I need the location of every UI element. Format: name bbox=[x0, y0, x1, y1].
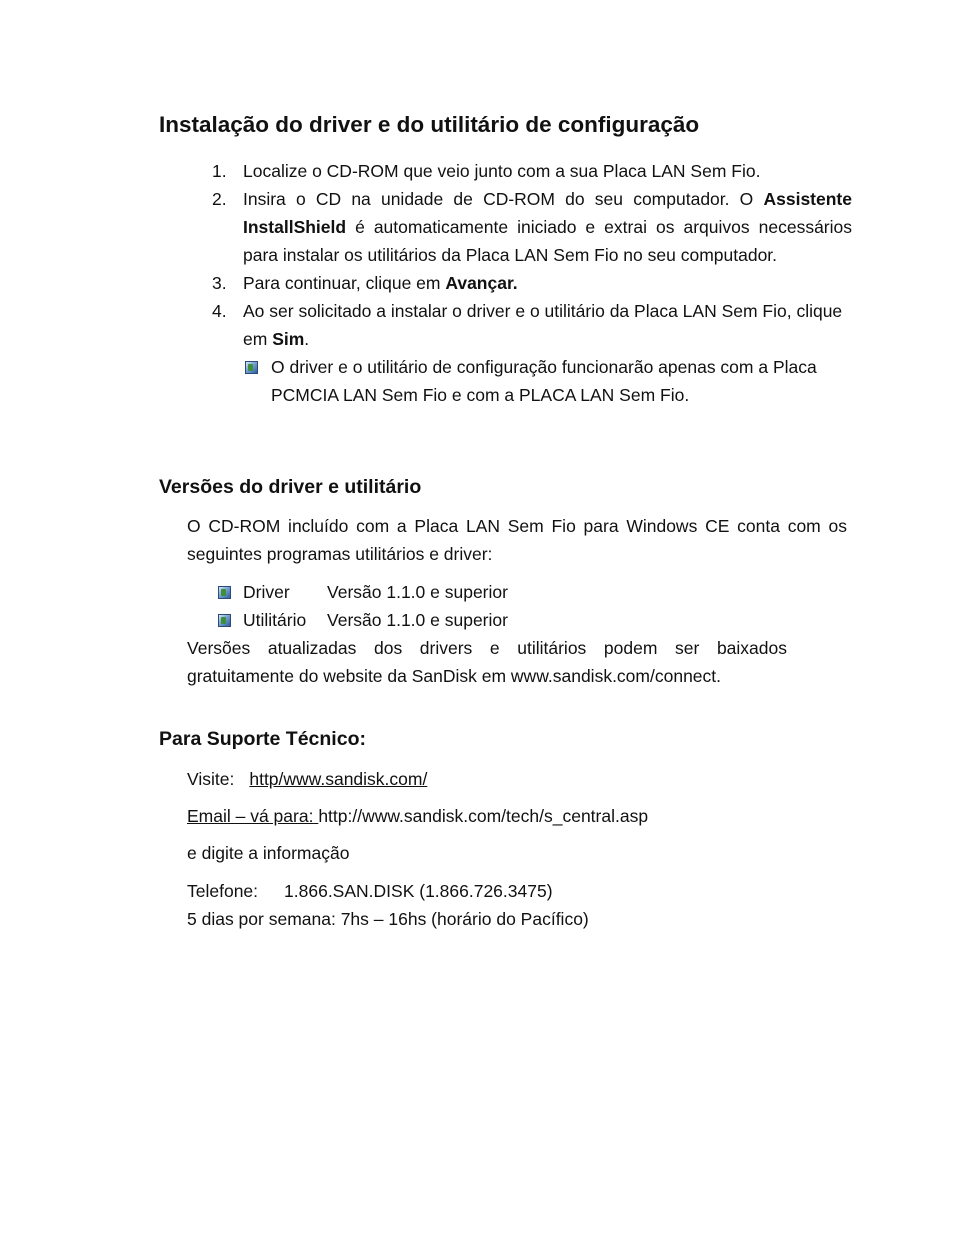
section-title-versions: Versões do driver e utilitário bbox=[159, 476, 422, 498]
phone-row bbox=[187, 877, 553, 905]
version-label: Driver bbox=[243, 582, 290, 602]
phone-value: 1.866.SAN.DISK (1.866.726.3475) bbox=[284, 881, 553, 901]
version-value: Versão 1.1.0 e superior bbox=[327, 582, 508, 602]
step-text: é automaticamente iniciado e extrai os arquivos necessários para instalar os utilitários da Placa LAN Sem Fio no seu computador. bbox=[243, 217, 852, 265]
section-title-installation: Instalação do driver e do utilitário de configuração bbox=[159, 112, 700, 137]
step-text: Localize o CD-ROM que veio junto com a sua Placa LAN Sem Fio. bbox=[243, 161, 761, 181]
installation-steps-list bbox=[212, 157, 852, 409]
version-label: Utilitário bbox=[243, 610, 307, 630]
versions-intro: O CD-ROM incluído com a Placa LAN Sem Fio para Windows CE conta com os seguintes programas utilitários e driver: bbox=[187, 516, 847, 564]
bullet-icon bbox=[218, 614, 231, 627]
list-item bbox=[212, 297, 852, 353]
step-bold-text: Sim bbox=[272, 329, 305, 349]
list-item bbox=[212, 269, 852, 297]
bullet-icon bbox=[218, 586, 231, 599]
support-email-url[interactable]: http://www.sandisk.com/tech/s_central.asp bbox=[318, 806, 649, 826]
email-label: Email – vá para: bbox=[187, 806, 314, 826]
step-number: 2. bbox=[212, 189, 227, 209]
versions-outro: Versões atualizadas dos drivers e utilitários podem ser baixados gratuitamente do website da SanDisk em www.sandisk.com/connect. bbox=[187, 638, 787, 686]
note-item bbox=[243, 353, 852, 409]
phone-label: Telefone: bbox=[187, 881, 259, 901]
visit-label: Visite: bbox=[187, 769, 235, 789]
step-number: 3. bbox=[212, 273, 227, 293]
bullet-icon bbox=[245, 361, 258, 374]
step-bold-text: Assistente InstallShield bbox=[243, 189, 852, 237]
step-bold-text: Avançar. bbox=[445, 273, 518, 293]
email-note: e digite a informação bbox=[187, 843, 350, 863]
step-number: 4. bbox=[212, 301, 227, 321]
step-number: 1. bbox=[212, 161, 227, 181]
list-item bbox=[212, 185, 852, 269]
email-row bbox=[187, 802, 648, 830]
step-text: Insira o CD na unidade de CD-ROM do seu computador. O bbox=[243, 189, 764, 209]
visit-row bbox=[187, 765, 427, 793]
support-hours: 5 dias por semana: 7hs – 16hs (horário do Pacífico) bbox=[187, 909, 589, 929]
note-text: O driver e o utilitário de configuração funcionarão apenas com a Placa PCMCIA LAN Sem Fio e com a PLACA LAN Sem Fio. bbox=[271, 357, 817, 405]
version-value: Versão 1.1.0 e superior bbox=[327, 610, 508, 630]
step-text: Ao ser solicitado a instalar o driver e o utilitário da Placa LAN Sem Fio, clique em bbox=[243, 301, 843, 349]
step-text: Para continuar, clique em bbox=[243, 273, 446, 293]
list-item bbox=[212, 157, 852, 185]
support-website-link[interactable]: http/www.sandisk.com/ bbox=[249, 769, 428, 789]
section-title-support: Para Suporte Técnico: bbox=[159, 728, 366, 750]
step-text: . bbox=[304, 329, 310, 349]
